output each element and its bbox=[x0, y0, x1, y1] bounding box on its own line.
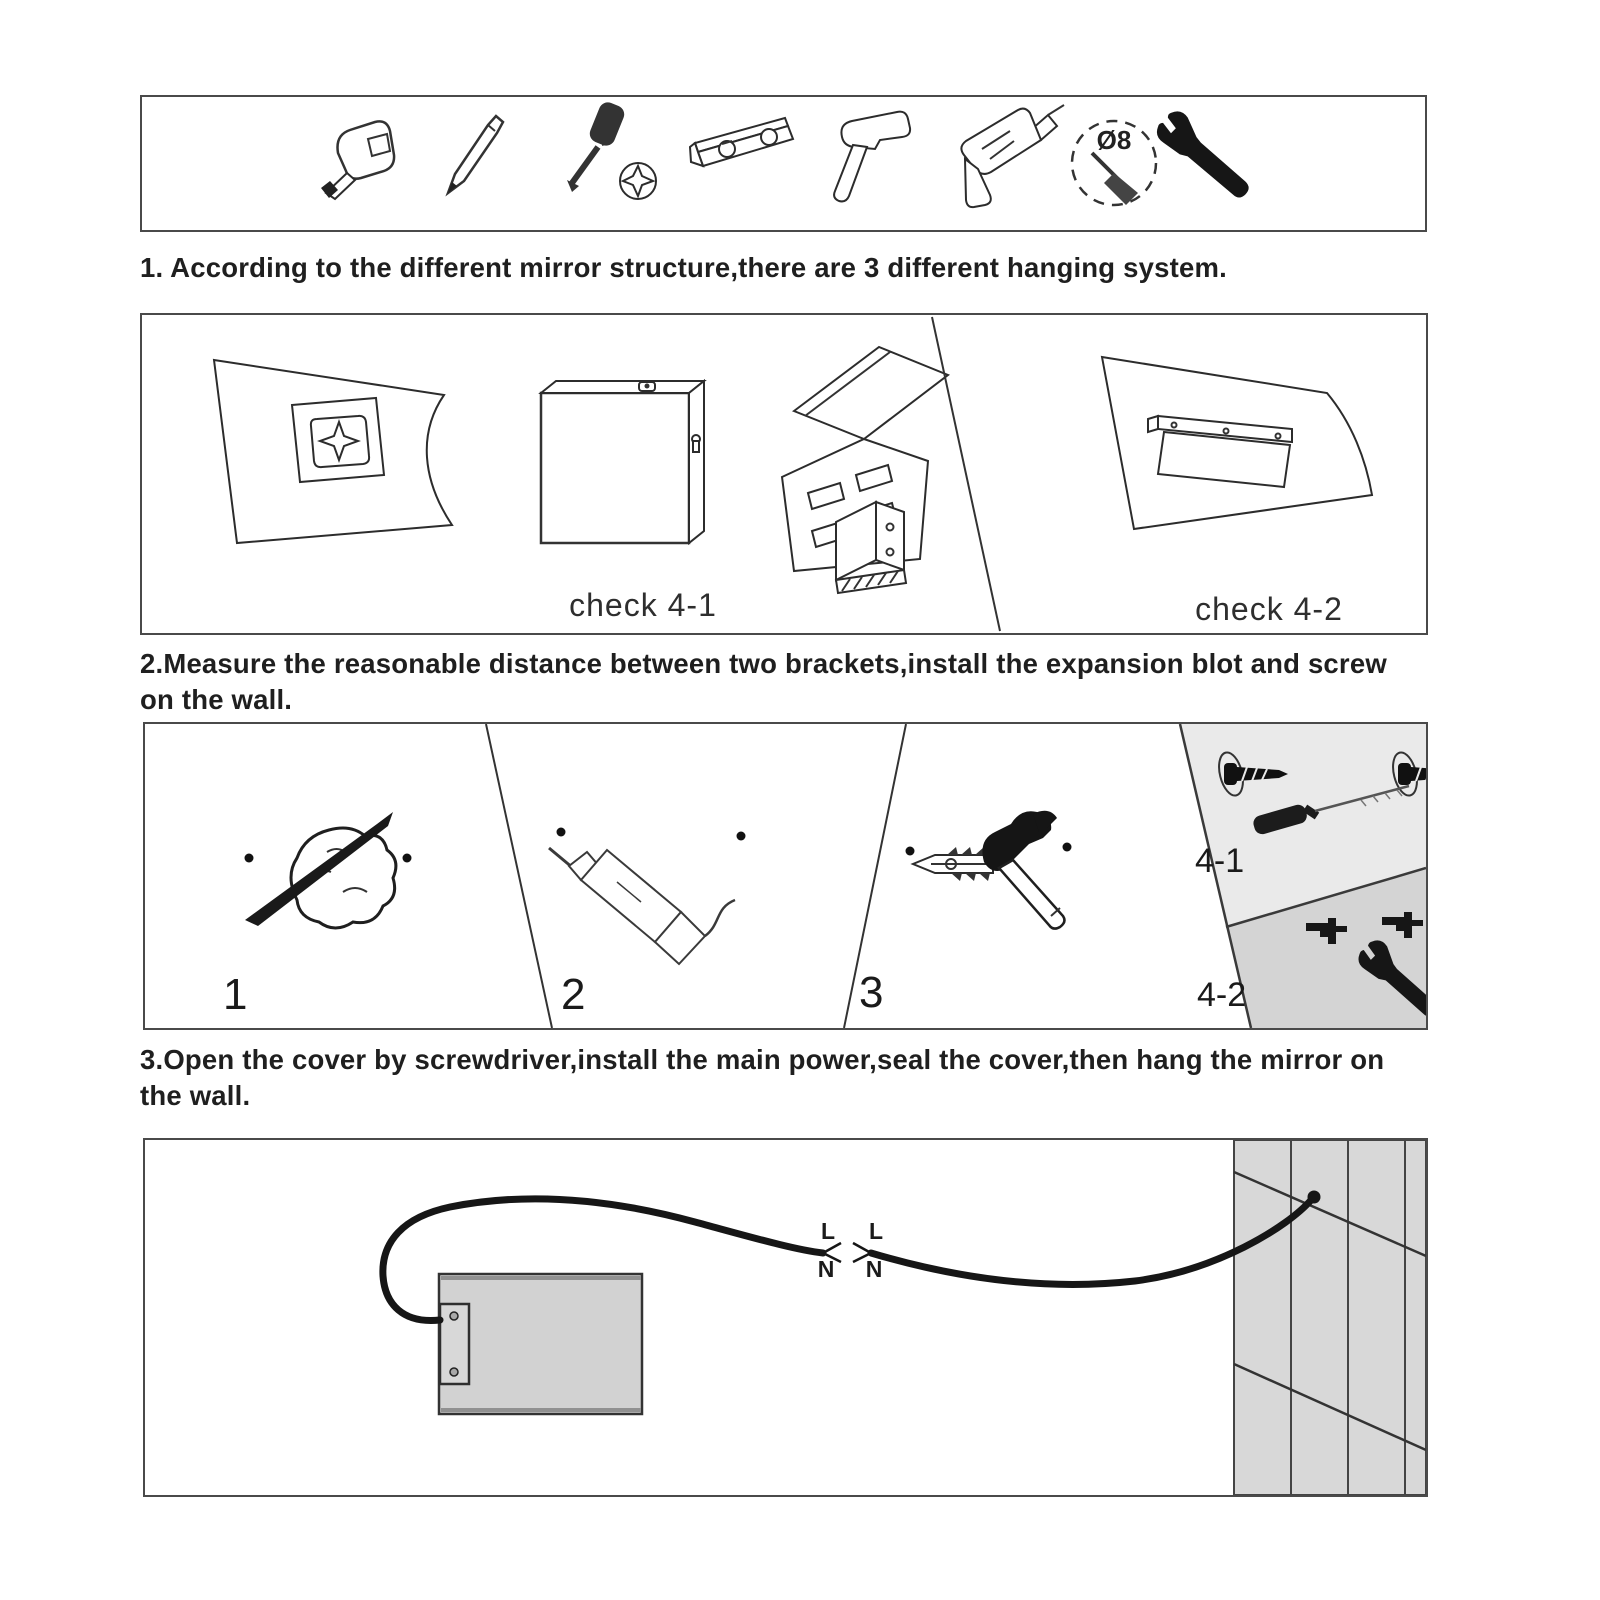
panel-1-mark-holes bbox=[245, 812, 412, 928]
check-4-1-label: check 4-1 bbox=[569, 587, 717, 623]
wire-label-neutral-right: N bbox=[865, 1256, 883, 1282]
wall-anchor bbox=[913, 847, 993, 881]
cover-screw bbox=[450, 1312, 458, 1320]
hammer-icon bbox=[834, 112, 910, 202]
figure-wiring bbox=[143, 1138, 1428, 1497]
drill-bit-diameter-label: Ø8 bbox=[1096, 125, 1132, 155]
drill-line-art bbox=[549, 848, 735, 964]
wall-outlet-point bbox=[1308, 1191, 1321, 1204]
panel-2-label: 2 bbox=[561, 970, 586, 1019]
step-2-text-line2: on the wall. bbox=[140, 684, 293, 715]
panel-4-1-label: 4-1 bbox=[1195, 842, 1245, 880]
drill-mark-dot bbox=[403, 854, 412, 863]
pencil-icon bbox=[448, 116, 503, 193]
drill-mark-dot bbox=[1063, 843, 1072, 852]
check-4-2-label: check 4-2 bbox=[1195, 591, 1343, 627]
tape-measure-icon bbox=[321, 121, 394, 199]
wire-label-live-right: L bbox=[868, 1218, 884, 1244]
panel-4-2-label: 4-2 bbox=[1197, 976, 1247, 1014]
wire-label-live-left: L bbox=[820, 1218, 836, 1244]
step-3-text-line1: 3.Open the cover by screwdriver,install the main power,seal the cover,then hang the mirror on bbox=[140, 1044, 1385, 1075]
tools-box bbox=[140, 95, 1427, 232]
cover-screw bbox=[450, 1368, 458, 1376]
electric-drill-icon bbox=[961, 105, 1064, 207]
hanging-systems-illustration bbox=[142, 315, 1426, 633]
drill-mark-dot bbox=[245, 854, 254, 863]
step-2-text-line1: 2.Measure the reasonable distance between two brackets,install the expansion blot and screw bbox=[140, 648, 1387, 679]
step-1-heading bbox=[140, 250, 1227, 286]
step-2-heading bbox=[140, 646, 1387, 718]
mirror-back-rail-bracket bbox=[1102, 357, 1372, 529]
hammer-solid bbox=[982, 811, 1064, 929]
step-3-text-line2: the wall. bbox=[140, 1080, 251, 1111]
step-3-heading bbox=[140, 1042, 1384, 1114]
panel-3-label: 3 bbox=[859, 968, 884, 1017]
figure1-divider bbox=[932, 317, 1000, 631]
drill-mark-dot bbox=[557, 828, 566, 837]
wire-label-neutral-left: N bbox=[817, 1256, 835, 1282]
tiled-wall bbox=[1234, 1140, 1426, 1495]
wiring-illustration bbox=[145, 1140, 1426, 1495]
phillips-screwdriver-icon bbox=[567, 100, 656, 199]
z-bracket bbox=[836, 502, 906, 593]
drill-bit-8mm-icon bbox=[1072, 121, 1156, 205]
panel-2-drill-holes bbox=[549, 828, 746, 965]
panel-3-insert-anchor bbox=[906, 811, 1072, 929]
mirror-back-keyhole-mount bbox=[214, 360, 452, 543]
junction-box bbox=[439, 1274, 642, 1414]
wrench-icon bbox=[1152, 106, 1256, 209]
mirror-panel-keyhole-hangers bbox=[541, 381, 704, 543]
figure-hanging-systems bbox=[140, 313, 1428, 635]
panel-divider-1 bbox=[486, 724, 552, 1028]
panel-1-label: 1 bbox=[223, 970, 248, 1019]
step-1-text: 1. According to the different mirror structure,there are 3 different hanging system. bbox=[140, 252, 1227, 283]
tools-illustration bbox=[142, 97, 1425, 230]
drill-mark-dot bbox=[906, 847, 915, 856]
spirit-level-icon bbox=[690, 118, 793, 166]
figure-wall-mounting bbox=[143, 722, 1428, 1030]
drill-mark-dot bbox=[737, 832, 746, 841]
